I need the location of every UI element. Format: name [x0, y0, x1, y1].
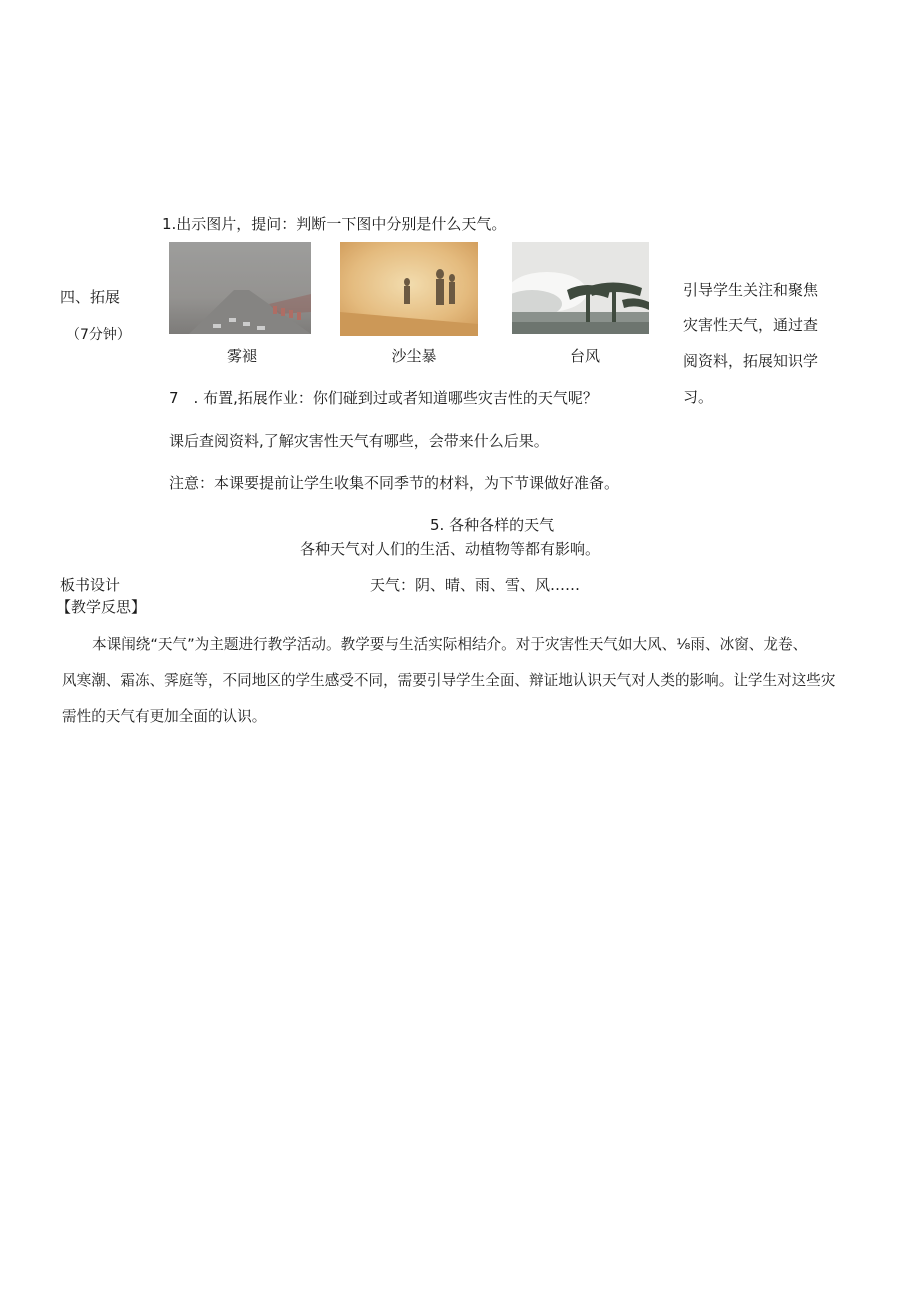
side-note-line: 阅资料，拓展知识学 [683, 352, 819, 370]
reflection-line: 本课闱绕“天气”为主题进行教学活动。教学要与生活实际相结介。对于灾害性天气如大风、⅛雨、冰窗、龙卷、 [92, 636, 808, 653]
fog-image-icon [169, 242, 311, 334]
reflection-line: 风寒潮、霜冻、霁庭等，不同地区的学生感受不同，需要引导学生全面、辩证地认识天气对人类的影响。让学生对这些灾 [62, 672, 836, 689]
fog-caption: 雾褪 [226, 347, 257, 365]
homework-text: 课后查阅资料,了解灾害性天气有哪些，会带来什么后果。 [169, 432, 549, 450]
board-line-2: 天气：阴、晴、雨、雪、风…… [370, 576, 581, 594]
side-note-line: 灾害性天气，通过查 [683, 316, 819, 334]
section-duration: （7分钟） [66, 327, 131, 343]
reflection-heading: 【教学反思】 [56, 598, 147, 616]
fog-photo [169, 242, 311, 334]
step-1-text: 1.出示图片，提问：判断一下图中分别是什么天气。 [162, 215, 507, 233]
board-title: 5. 各种各样的天气 [430, 516, 555, 534]
side-note-line: 习。 [683, 388, 714, 406]
side-note-line: 引导学生关注和聚焦 [683, 281, 819, 299]
typhoon-photo [512, 242, 649, 334]
sandstorm-caption: 沙尘暴 [391, 347, 437, 365]
reflection-line: 需性的天气有更加全面的认识。 [62, 708, 267, 725]
sandstorm-photo [340, 242, 478, 336]
typhoon-caption: 台风 [569, 347, 600, 365]
section-label: 四、拓展 [60, 288, 121, 306]
note-text: 注意：本课要提前让学生收集不同季节的材料，为下节课做好准备。 [169, 474, 620, 492]
typhoon-image-icon [512, 242, 649, 334]
board-label: 板书设计 [60, 576, 121, 594]
board-line-1: 各种天气对人们的生活、动植物等都有影响。 [300, 540, 601, 558]
step-2-text: 7 . 布置,拓展作业：你们碰到过或者知道哪些灾吉性的天气呢？ [169, 389, 598, 407]
sandstorm-image-icon [340, 242, 478, 336]
